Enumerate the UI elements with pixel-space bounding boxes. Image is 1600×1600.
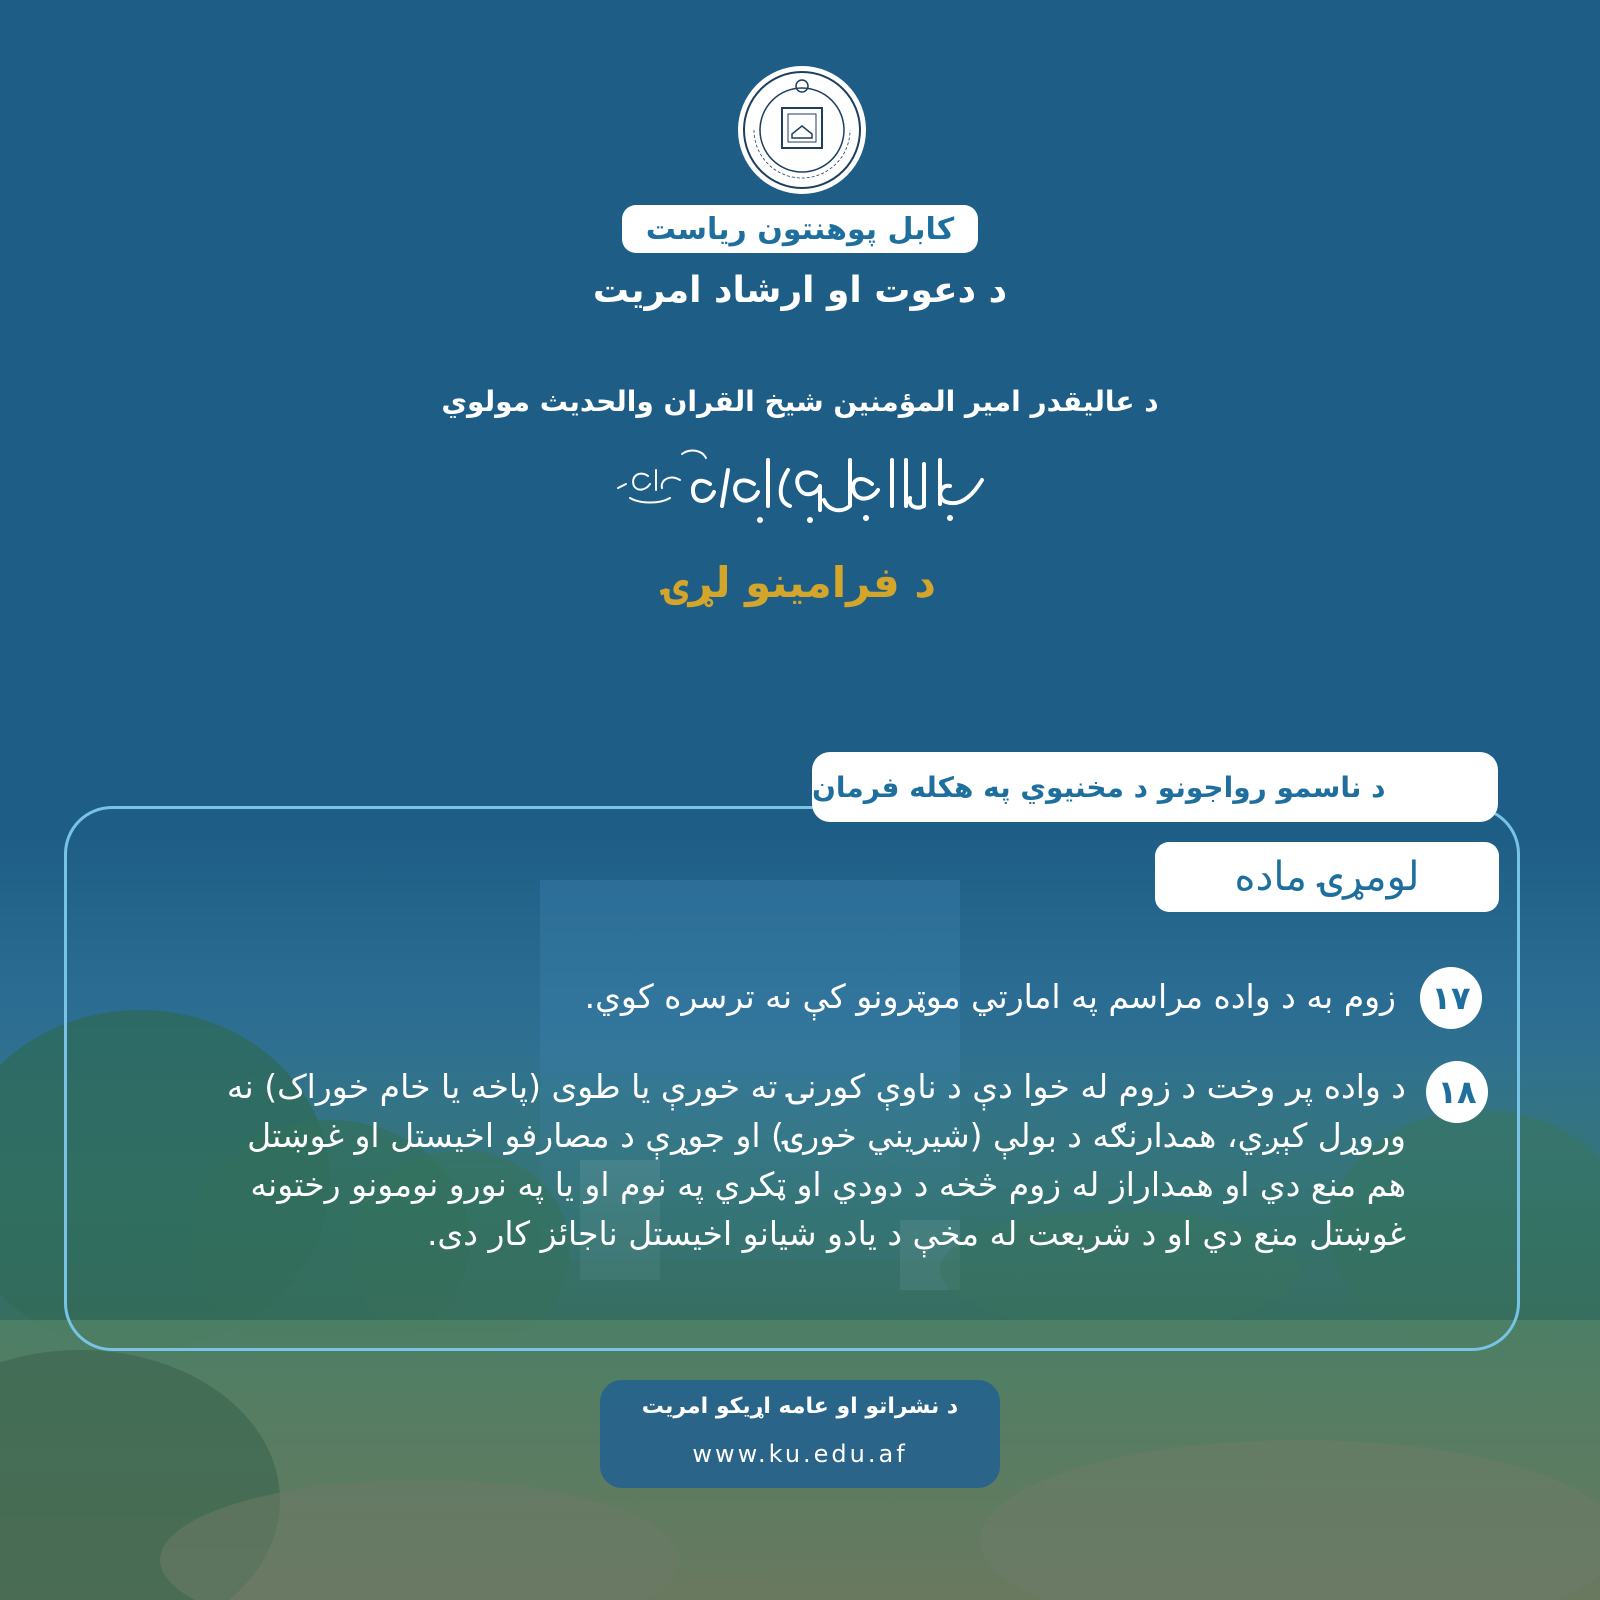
- item-text: د واده پر وخت د زوم له خوا دې د ناوې کورنۍ ته خورې یا طوی (پاخه یا خام خوراک) نه وروړل کېږي، همدارنګه د بولې (شیریني خورۍ) او جوړې د مصارفو اخیستل او غوښتل هم منع دي او همداراز له زوم څخه د دودي او ټکري په نوم او یا په نورو نومونو رختونه غوښتل منع دي او د شریعت له مخې د یادو شیانو اخیستل ناجائز کار دی.: [226, 1067, 1406, 1253]
- series-title: د فرامینو لړۍ: [664, 558, 936, 607]
- article-label: لومړۍ ماده: [1234, 854, 1420, 900]
- leader-name-calligraphy: [610, 440, 1000, 532]
- university-unit-badge: [622, 205, 978, 253]
- item-text: زوم به د واده مراسم په امارتي موټرونو کې نه ترسره کوي.: [584, 977, 1396, 1016]
- item-number: ۱۷: [1431, 979, 1471, 1017]
- item-number-badge: [1420, 967, 1482, 1029]
- article-badge: [1155, 842, 1499, 912]
- item-number-badge: [1426, 1061, 1488, 1123]
- footer-website-link[interactable]: www.ku.edu.af: [692, 1440, 908, 1468]
- decree-title-badge: [812, 752, 1498, 822]
- decree-title: د ناسمو رواجونو د مخنیوي په هکله فرمان: [812, 770, 1386, 804]
- kabul-university-seal-logo: [736, 64, 868, 196]
- item-number: ۱۸: [1437, 1073, 1477, 1111]
- university-unit-label: کابل پوهنتون ریاست: [645, 211, 955, 247]
- directorate-title: د دعوت او ارشاد امریت: [592, 270, 1008, 311]
- footer-department: د نشراتو او عامه اړیکو امریت: [641, 1394, 959, 1419]
- leader-title-line: د عالیقدر امیر المؤمنین شیخ القران والحدیث مولوي: [441, 385, 1159, 418]
